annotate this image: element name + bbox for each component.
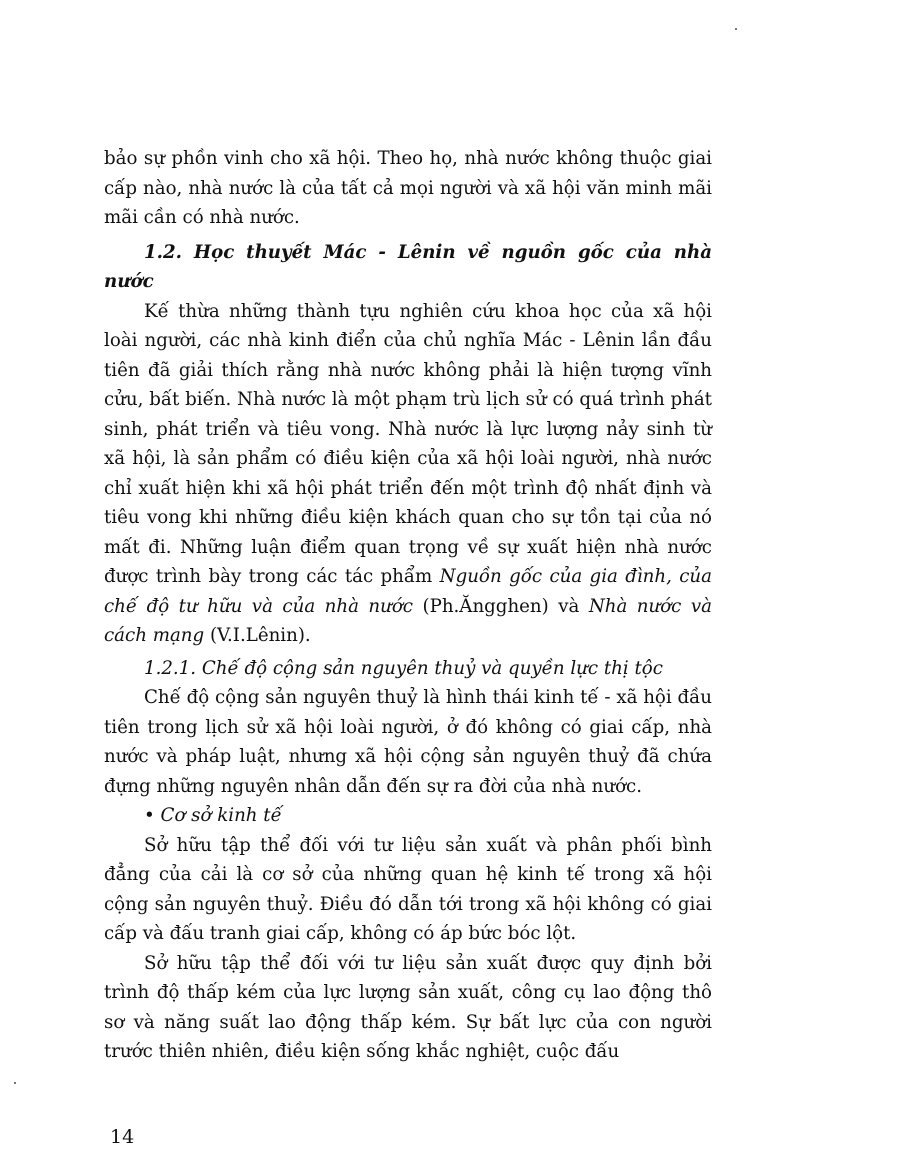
- bullet-heading: [104, 801, 712, 831]
- paragraph-2: [104, 297, 712, 651]
- scan-speck: [14, 1082, 16, 1084]
- scan-speck: [735, 28, 737, 30]
- paragraph-1: bảo sự phồn vinh cho xã hội. Theo họ, nhà nước không thuộc giai cấp nào, nhà nước là của tất cả mọi người và xã hội văn minh mãi mãi cần có nhà nước.: [104, 148, 712, 228]
- section-heading-1-2: 1.2. Học thuyết Mác - Lênin về nguồn gốc của nhà nước: [104, 241, 712, 292]
- paragraph-2-text: Kế thừa những thành tựu nghiên cứu khoa học của xã hội loài người, các nhà kinh điển của chủ nghĩa Mác - Lênin lần đầu tiên đã giải thích rằng nhà nước không phải là hiện tượng vĩnh cửu, bất biến. Nhà nước là một phạm trù lịch sử có quá trình phát sinh, phát triển và tiêu vong. Nhà nước là lực lượng nảy sinh từ xã hội, là sản phẩm có điều kiện của xã hội loài người, nhà nước chỉ xuất hiện khi xã hội phát triển đến một trình độ nhất định và tiêu vong khi những điều kiện khách quan cho sự tồn tại của nó mất đi. Những luận điểm quan trọng về sự xuất hiện nhà nước được trình bày trong các tác phẩm: [104, 300, 712, 587]
- page-number: 14: [110, 1126, 135, 1148]
- paragraph-4: Sở hữu tập thể đối với tư liệu sản xuất và phân phối bình đẳng của cải là cơ sở của những quan hệ kinh tế trong xã hội cộng sản nguyên thuỷ. Điều đó dẫn tới trong xã hội không có giai cấp và đấu tranh giai cấp, không có áp bức bóc lột.: [104, 834, 712, 944]
- work-title-state-and-revolution: Nhà nước và cách mạng: [104, 595, 712, 646]
- paragraph-3: Chế độ cộng sản nguyên thuỷ là hình thái kinh tế - xã hội đầu tiên trong lịch sử xã hội loài người, ở đó không có giai cấp, nhà nước và pháp luật, nhưng xã hội cộng sản nguyên thuỷ đã chứa đựng những nguyên nhân dẫn đến sự ra đời của nhà nước.: [104, 687, 712, 797]
- bullet-title: Cơ sở kinh tế: [160, 805, 282, 826]
- subsection-heading-1-2-1: 1.2.1. Chế độ cộng sản nguyên thuỷ và quyền lực thị tộc: [144, 657, 663, 679]
- work-title-origin-of-family: Nguồn gốc của gia đình, của chế độ tư hữu và của nhà nước: [104, 566, 712, 617]
- bullet-icon: •: [144, 805, 155, 826]
- paragraph-5: Sở hữu tập thể đối với tư liệu sản xuất được quy định bởi trình độ thấp kém của lực lượng sản xuất, công cụ lao động thô sơ và năng suất lao động thấp kém. Sự bất lực của con người trước thiên nhiên, điều kiện sống khắc nghiệt, cuộc đấu: [104, 952, 712, 1062]
- work-author-lenin: (V.I.Lênin).: [209, 625, 311, 646]
- work-author-engels: (Ph.Ăngghen) và: [422, 595, 580, 617]
- body-text: [104, 144, 712, 1067]
